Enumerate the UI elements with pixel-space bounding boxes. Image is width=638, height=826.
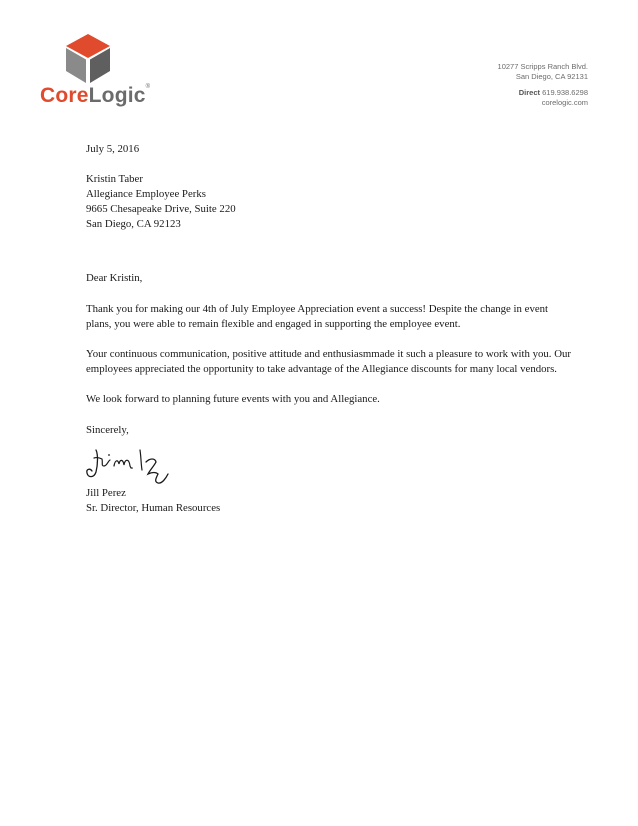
corelogic-logo — [40, 34, 150, 110]
sender-city: San Diego, CA 92131 — [515, 72, 588, 81]
closing: Sincerely, — [86, 424, 129, 436]
recipient-company: Allegiance Employee Perks — [86, 188, 206, 200]
signer-title: Sr. Director, Human Resources — [86, 502, 221, 514]
direct-phone: 619.938.6298 — [542, 88, 588, 97]
body-paragraph-1: Thank you for making our 4th of July Employee Appreciation event a success! Despite the change in event plans, you were able to remain flexible and engaged in supporting the employee event. — [86, 303, 549, 330]
letter-date: July 5, 2016 — [86, 143, 140, 155]
recipient-name: Kristin Taber — [86, 173, 143, 185]
recipient-block — [86, 172, 576, 232]
sender-address — [498, 62, 588, 108]
logo-word-core: Core — [40, 84, 89, 107]
body-paragraph-3: We look forward to planning future events with you and Allegiance. — [86, 393, 380, 405]
signer-block — [86, 486, 576, 516]
sender-website: corelogic.com — [541, 98, 588, 107]
recipient-city: San Diego, CA 92123 — [86, 218, 181, 230]
logo-word-logic: Logic — [88, 84, 146, 107]
logo-trademark: ® — [145, 84, 151, 90]
letter-body — [86, 142, 576, 516]
sender-street: 10277 Scripps Ranch Blvd. — [497, 62, 588, 71]
body-paragraph-2: Your continuous communication, positive attitude and enthusiasmmade it such a pleasure to work with you. Our employees appreciated the opportunity to take advantage of the Allegiance discounts for many local vendors. — [86, 348, 571, 375]
salutation: Dear Kristin, — [86, 272, 143, 284]
direct-label: Direct — [518, 88, 541, 97]
sender-direct-line — [498, 88, 588, 98]
logo-wordmark — [40, 84, 150, 108]
recipient-street: 9665 Chesapeake Drive, Suite 220 — [86, 203, 236, 215]
signer-name: Jill Perez — [86, 487, 126, 499]
corelogic-cube-icon — [66, 34, 110, 84]
handwritten-signature — [84, 444, 174, 486]
